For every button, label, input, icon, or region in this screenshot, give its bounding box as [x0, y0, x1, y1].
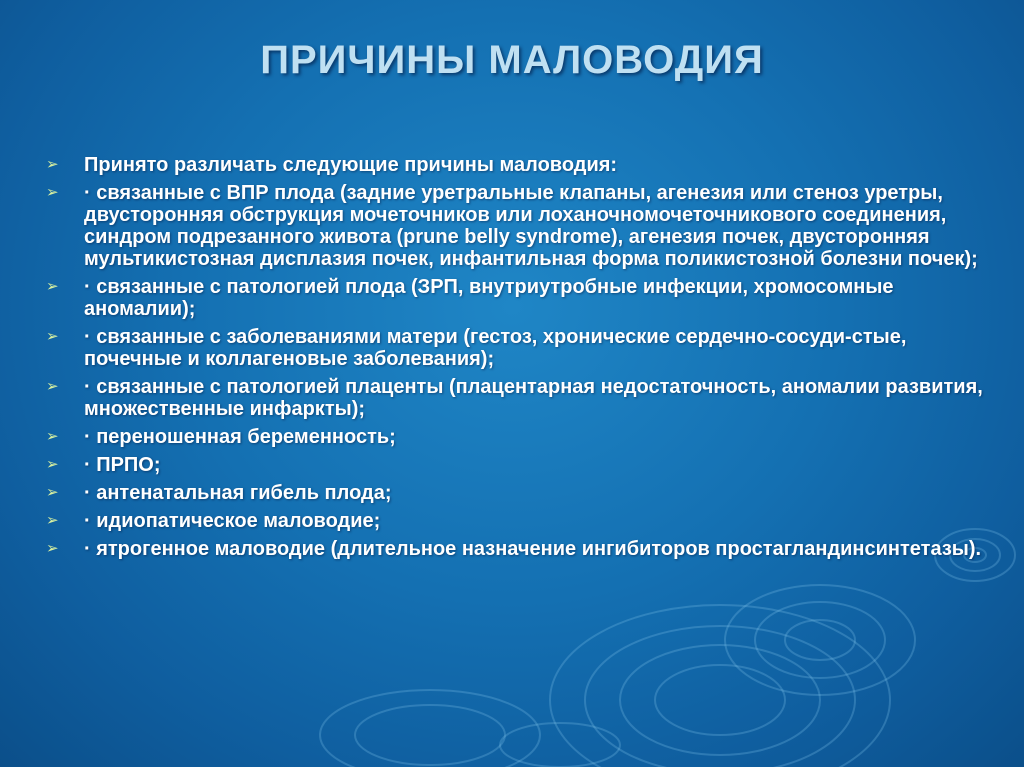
arrow-bullet-icon: ➢	[46, 428, 59, 445]
list-item-text: · переношенная беременность;	[84, 426, 396, 448]
list-item-text: · ятрогенное маловодие (длительное назначение ингибиторов простагландинсинтетазы).	[84, 538, 982, 560]
list-item	[46, 482, 996, 504]
list-item	[46, 326, 996, 370]
list-item-text: · связанные с ВПР плода (задние уретральные клапаны, агенезия или стеноз уретры, двусторонняя обструкция мочеточников или лоханочномочеточникового соединения, синдром подрезанного живота (prune belly syndrome), агенезия почек, двусторонняя мультикистозная дисплазия почек, инфантильная форма поликистозной болезни почек);	[84, 182, 978, 270]
arrow-bullet-icon: ➢	[46, 512, 59, 529]
list-item	[46, 426, 996, 448]
list-item-text: · ПРПО;	[84, 454, 161, 476]
bullet-list	[46, 154, 996, 566]
list-item-text: · связанные с заболеваниями матери (гестоз, хронические сердечно-сосуди-стые, почечные и коллагеновые заболевания);	[84, 326, 907, 370]
list-item	[46, 454, 996, 476]
list-item	[46, 510, 996, 532]
arrow-bullet-icon: ➢	[46, 184, 59, 201]
list-item	[46, 154, 996, 176]
arrow-bullet-icon: ➢	[46, 156, 59, 173]
list-item-text: · связанные с патологией плода (ЗРП, внутриутробные инфекции, хромосомные аномалии);	[84, 276, 894, 320]
list-item-text: · связанные с патологией плаценты (плацентарная недостаточность, аномалии развития, множественные инфаркты);	[84, 376, 983, 420]
list-item	[46, 538, 996, 560]
arrow-bullet-icon: ➢	[46, 378, 59, 395]
arrow-bullet-icon: ➢	[46, 484, 59, 501]
list-item-text: Принято различать следующие причины маловодия:	[84, 154, 618, 176]
list-item	[46, 376, 996, 420]
arrow-bullet-icon: ➢	[46, 278, 59, 295]
arrow-bullet-icon: ➢	[46, 540, 59, 557]
slide-title: ПРИЧИНЫ МАЛОВОДИЯ	[260, 38, 764, 82]
list-item	[46, 276, 996, 320]
arrow-bullet-icon: ➢	[46, 456, 59, 473]
list-item	[46, 182, 996, 270]
list-item-text: · антенатальная гибель плода;	[84, 482, 392, 504]
list-item-text: · идиопатическое маловодие;	[84, 510, 381, 532]
arrow-bullet-icon: ➢	[46, 328, 59, 345]
